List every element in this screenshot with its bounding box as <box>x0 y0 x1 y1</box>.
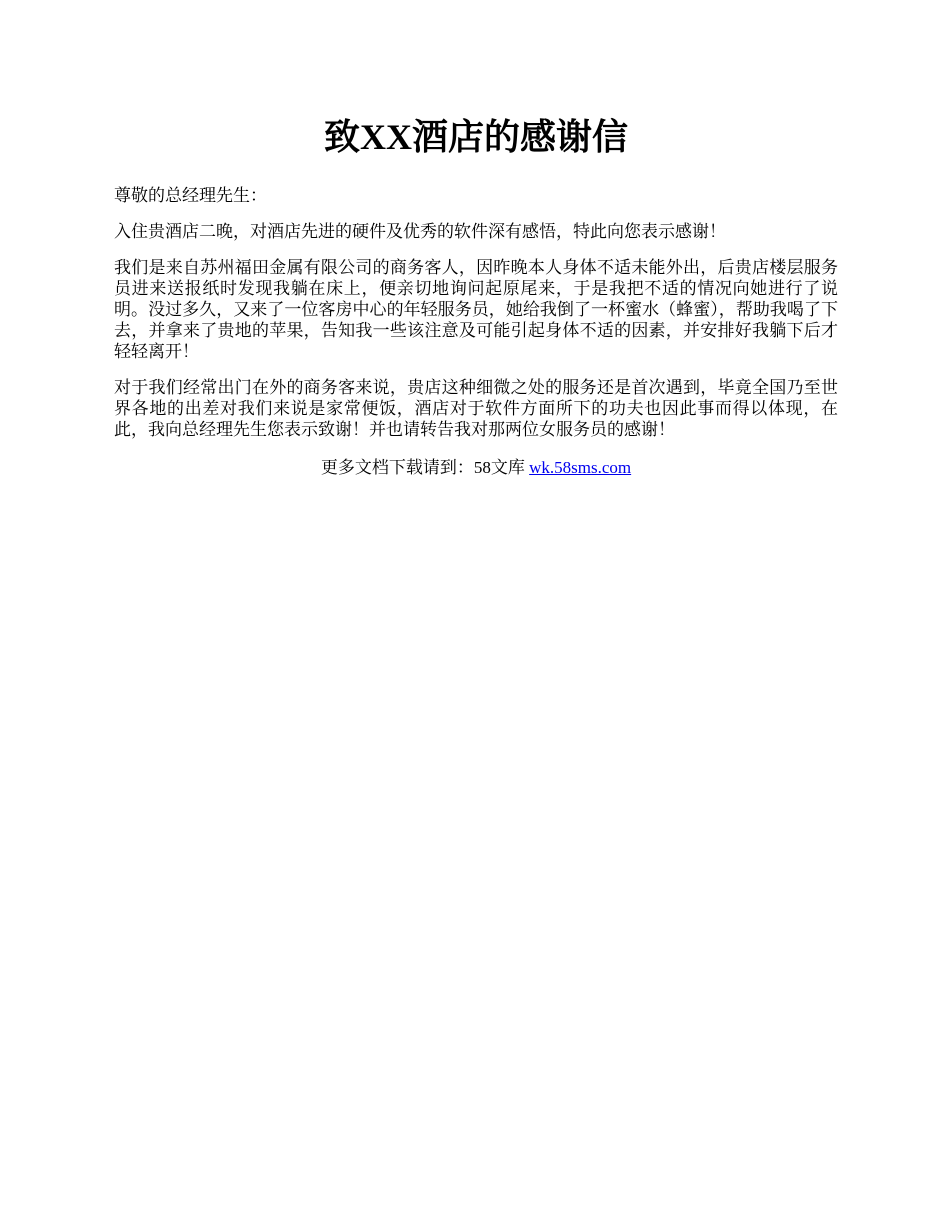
paragraph-1: 入住贵酒店二晚，对酒店先进的硬件及优秀的软件深有感悟，特此向您表示感谢！ <box>114 222 726 241</box>
paragraph-2: 我们是来自苏州福田金属有限公司的商务客人，因昨晚本人身体不适未能外出，后贵店楼层服务员进来送报纸时发现我躺在床上，便亲切地询问起原尾来，于是我把不适的情况向她进行了说明。没过多久，又来了一位客房中心的年轻服务员，她给我倒了一杯蜜水（蜂蜜），帮助我喝了下去，并拿来了贵地的苹果，告知我一些该注意及可能引起身体不适的因素，并安排好我躺下后才轻轻离开！ <box>114 258 838 361</box>
document-title: 致XX酒店的感谢信 <box>324 117 628 157</box>
paragraph-3: 对于我们经常出门在外的商务客来说，贵店这种细微之处的服务还是首次遇到，毕竟全国乃至世界各地的出差对我们来说是家常便饭，酒店对于软件方面所下的功夫也因此事而得以体现，在此，我向总经理先生您表示致谢！并也请转告我对那两位女服务员的感谢！ <box>114 378 838 439</box>
salutation: 尊敬的总经理先生： <box>114 186 267 205</box>
footer-note <box>114 457 838 478</box>
footer-link[interactable]: wk.58sms.com <box>529 458 632 477</box>
document-page <box>114 0 838 478</box>
footer-prefix: 更多文档下载请到：58文库 <box>320 458 530 477</box>
